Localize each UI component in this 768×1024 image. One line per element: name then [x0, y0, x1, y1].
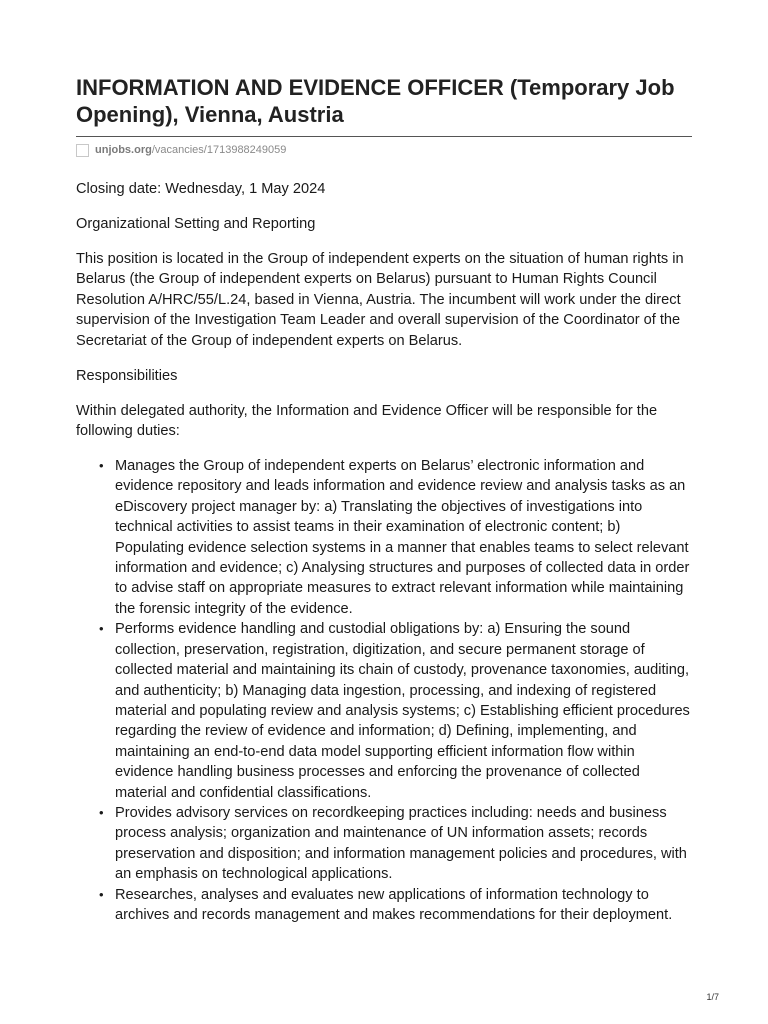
list-item	[76, 456, 692, 619]
source-link[interactable]	[76, 142, 692, 158]
section-heading-setting: Organizational Setting and Reporting	[76, 216, 316, 232]
title-divider	[76, 136, 692, 137]
section-heading-responsibilities: Responsibilities	[76, 367, 178, 384]
duty-text: Provides advisory services on recordkeeping practices including: needs and business process analysis; organization and maintenance of UN information assets; records preservation and disposition; and information management policies and procedures, with an emphasis on technological applications.	[115, 804, 687, 883]
duties-list	[76, 456, 692, 925]
bullet-icon: •	[99, 886, 104, 902]
page-number: 1/7	[706, 992, 719, 1002]
favicon-icon	[76, 144, 89, 157]
duty-text: Researches, analyses and evaluates new applications of information technology to archives and records management and makes recommendations for their deployment.	[115, 886, 673, 923]
source-domain: unjobs.org	[95, 144, 152, 156]
setting-paragraph: This position is located in the Group of independent experts on the situation of human rights in Belarus (the Group of independent experts on Belarus) pursuant to Human Rights Council Resolution A/HRC/55/L.24, based in Vienna, Austria. The incumbent will work under the direct supervision of the Investigation Team Leader and overall supervision of the Coordinator of the Secretariat of the Group of independent experts on Belarus.	[76, 251, 684, 349]
page-title: INFORMATION AND EVIDENCE OFFICER (Temporary Job Opening), Vienna, Austria	[76, 75, 675, 127]
document-body	[76, 179, 692, 925]
responsibilities-intro: Within delegated authority, the Information and Evidence Officer will be responsible for the following duties:	[76, 402, 658, 440]
closing-date: Closing date: Wednesday, 1 May 2024	[76, 181, 326, 197]
bullet-icon: •	[99, 621, 104, 637]
duty-text: Manages the Group of independent experts on Belarus’ electronic information and evidence repository and leads information and evidence review and analysis tasks as an eDiscovery project manager by: a) Translating the objectives of investigations into technical activities to assist teams in their examination of electronic content; b) Populating evidence selection systems in a manner that enables teams to select relevant information and evidence; c) Analysing structures and purposes of collected data in order to advise staff on appropriate measures to extract relevant information while maintaining the forensic integrity of the evidence.	[115, 458, 690, 617]
bullet-icon: •	[99, 458, 104, 474]
document-page	[76, 0, 692, 925]
duty-text: Performs evidence handling and custodial obligations by: a) Ensuring the sound collection, preservation, registration, digitization, and secure permanent storage of collected material and maintaining its chain of custody, provenance taxonomies, auditing, and authenticity; b) Managing data ingestion, processing, and indexing of registered material and populating review and analysis systems; c) Establishing efficient procedures regarding the review of evidence and information; d) Defining, implementing, and maintaining an end-to-end data model supporting efficient information flow within evidence handling business processes and enforcing the provenance of collected material and confidential classifications.	[115, 621, 690, 801]
source-path: /vacancies/1713988249059	[151, 144, 287, 156]
list-item	[76, 619, 692, 803]
list-item	[76, 803, 692, 885]
bullet-icon: •	[99, 804, 104, 820]
list-item	[76, 885, 692, 926]
